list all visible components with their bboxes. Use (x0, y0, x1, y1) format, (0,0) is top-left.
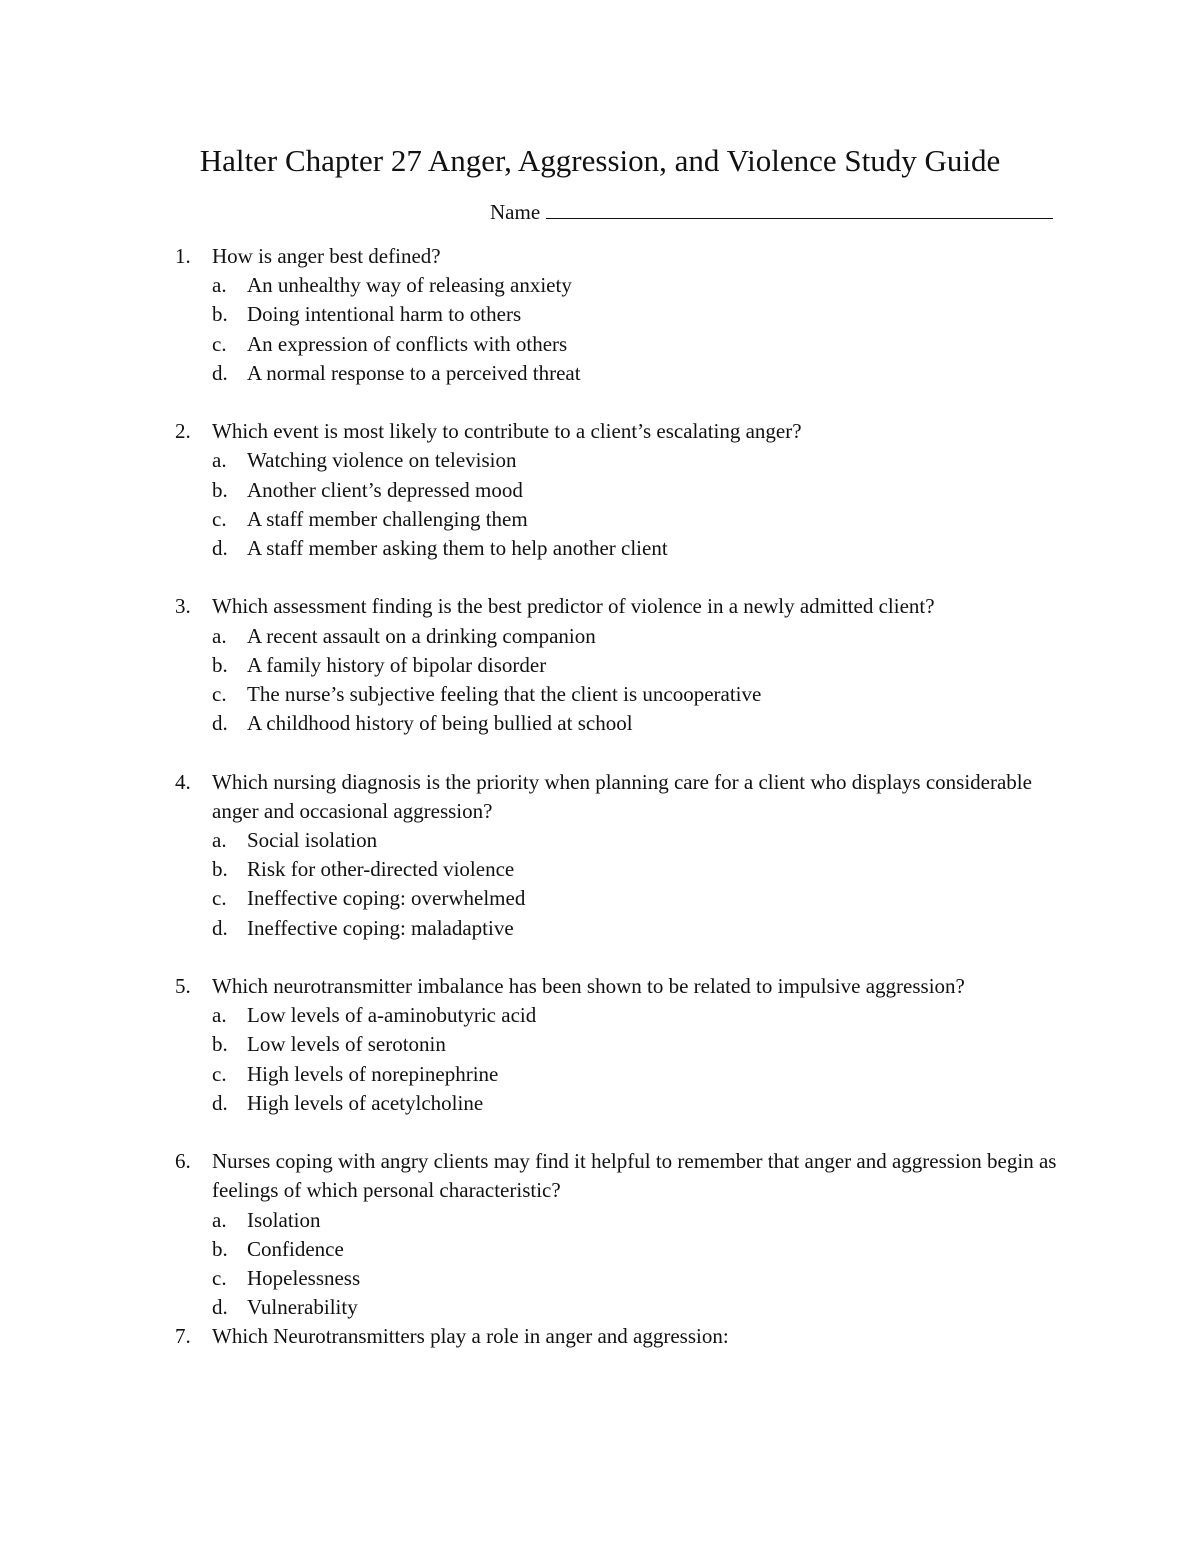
answer-option (0, 476, 1072, 505)
option-text: A recent assault on a drinking companion (247, 623, 596, 648)
option-text: Watching violence on television (247, 448, 517, 473)
question-number: 4. (175, 769, 191, 794)
spacer (0, 738, 1072, 767)
option-letter: d. (212, 1295, 228, 1320)
question-1 (0, 242, 1072, 388)
answer-option (0, 446, 1072, 475)
option-letter: d. (212, 1090, 228, 1115)
answer-option (0, 1089, 1072, 1118)
option-letter: c. (212, 506, 227, 531)
option-letter: a. (212, 273, 227, 298)
option-text: A family history of bipolar disorder (247, 652, 547, 677)
question-text: Which assessment finding is the best predictor of violence in a newly admitted client? (212, 594, 935, 619)
option-text: High levels of acetylcholine (247, 1090, 484, 1115)
answer-option (0, 505, 1072, 534)
answer-option (0, 1235, 1072, 1264)
option-letter: b. (212, 652, 228, 677)
option-letter: c. (212, 1266, 227, 1291)
question-7 (0, 1322, 1072, 1351)
option-text: A normal response to a perceived threat (247, 360, 581, 385)
option-text: Isolation (247, 1207, 321, 1232)
question-text: Which event is most likely to contribute to a client’s escalating anger? (212, 419, 802, 444)
option-text: Low levels of serotonin (247, 1032, 446, 1057)
name-field-row (490, 196, 1053, 227)
option-text: An expression of conflicts with others (247, 331, 568, 356)
option-letter: d. (212, 536, 228, 561)
question-stem (0, 972, 1072, 1001)
option-letter: a. (212, 828, 227, 853)
question-2 (0, 417, 1072, 563)
document-title: Halter Chapter 27 Anger, Aggression, and Violence Study Guide (199, 143, 1001, 178)
answer-option (0, 709, 1072, 738)
option-text: Risk for other-directed violence (247, 857, 515, 882)
answer-option (0, 855, 1072, 884)
answer-option (0, 359, 1072, 388)
answer-option (0, 1293, 1072, 1322)
option-letter: c. (212, 331, 227, 356)
option-text: Vulnerability (247, 1295, 358, 1320)
question-number: 3. (175, 594, 191, 619)
option-text: Doing intentional harm to others (247, 302, 522, 327)
answer-option (0, 680, 1072, 709)
question-number: 7. (175, 1324, 191, 1349)
option-text: Another client’s depressed mood (247, 477, 523, 502)
question-number: 5. (175, 974, 191, 999)
question-stem (0, 242, 1072, 271)
option-letter: a. (212, 448, 227, 473)
answer-option (0, 271, 1072, 300)
question-4 (0, 768, 1072, 943)
question-text: Which Neurotransmitters play a role in anger and aggression: (212, 1324, 729, 1349)
question-text: How is anger best defined? (212, 244, 441, 268)
name-label: Name (490, 200, 541, 224)
question-6 (0, 1147, 1072, 1322)
question-text: Which nursing diagnosis is the priority when planning care for a client who displays considerable anger and occasional aggression? (212, 769, 1032, 823)
question-stem (0, 1322, 1072, 1351)
option-text: Ineffective coping: maladaptive (247, 915, 514, 940)
option-text: The nurse’s subjective feeling that the client is uncooperative (247, 682, 762, 707)
answer-option (0, 651, 1072, 680)
question-5 (0, 972, 1072, 1118)
option-letter: a. (212, 1207, 227, 1232)
option-letter: c. (212, 682, 227, 707)
answer-option (0, 1060, 1072, 1089)
question-stem (0, 592, 1072, 621)
option-text: A staff member challenging them (247, 506, 528, 531)
option-text: Hopelessness (247, 1266, 361, 1291)
option-letter: b. (212, 1236, 228, 1261)
option-text: Confidence (247, 1236, 344, 1261)
question-number: 2. (175, 419, 191, 444)
answer-option (0, 300, 1072, 329)
option-letter: d. (212, 360, 228, 385)
question-3 (0, 592, 1072, 738)
option-text: A childhood history of being bullied at school (247, 711, 633, 736)
answer-option (0, 534, 1072, 563)
spacer (0, 943, 1072, 972)
answer-option (0, 1206, 1072, 1235)
spacer (0, 388, 1072, 417)
option-letter: c. (212, 1061, 227, 1086)
name-blank-line (546, 196, 1053, 219)
question-stem (0, 1147, 1072, 1205)
question-text: Nurses coping with angry clients may find it helpful to remember that anger and aggression begin as feelings of which personal characteristic? (212, 1149, 1057, 1203)
answer-option (0, 1001, 1072, 1030)
question-text: Which neurotransmitter imbalance has been shown to be related to impulsive aggression? (212, 974, 965, 999)
option-text: Ineffective coping: overwhelmed (247, 886, 526, 911)
answer-option (0, 884, 1072, 913)
option-text: A staff member asking them to help another client (247, 536, 668, 561)
answer-option (0, 622, 1072, 651)
option-text: High levels of norepinephrine (247, 1061, 499, 1086)
question-list (0, 242, 1072, 1352)
option-letter: a. (212, 623, 227, 648)
option-letter: a. (212, 1003, 227, 1028)
answer-option (0, 826, 1072, 855)
option-letter: b. (212, 302, 228, 327)
option-letter: b. (212, 1032, 228, 1057)
option-letter: d. (212, 711, 228, 736)
answer-option (0, 1264, 1072, 1293)
option-text: An unhealthy way of releasing anxiety (247, 273, 572, 298)
answer-option (0, 914, 1072, 943)
option-text: Low levels of a-aminobutyric acid (247, 1003, 537, 1028)
answer-option (0, 1030, 1072, 1059)
question-stem (0, 417, 1072, 446)
option-letter: d. (212, 915, 228, 940)
spacer (0, 1118, 1072, 1147)
option-letter: b. (212, 477, 228, 502)
question-stem (0, 768, 1072, 826)
question-number: 6. (175, 1149, 191, 1174)
answer-option (0, 330, 1072, 359)
option-letter: c. (212, 886, 227, 911)
option-text: Social isolation (247, 828, 378, 853)
spacer (0, 563, 1072, 592)
option-letter: b. (212, 857, 228, 882)
question-number: 1. (175, 244, 191, 268)
